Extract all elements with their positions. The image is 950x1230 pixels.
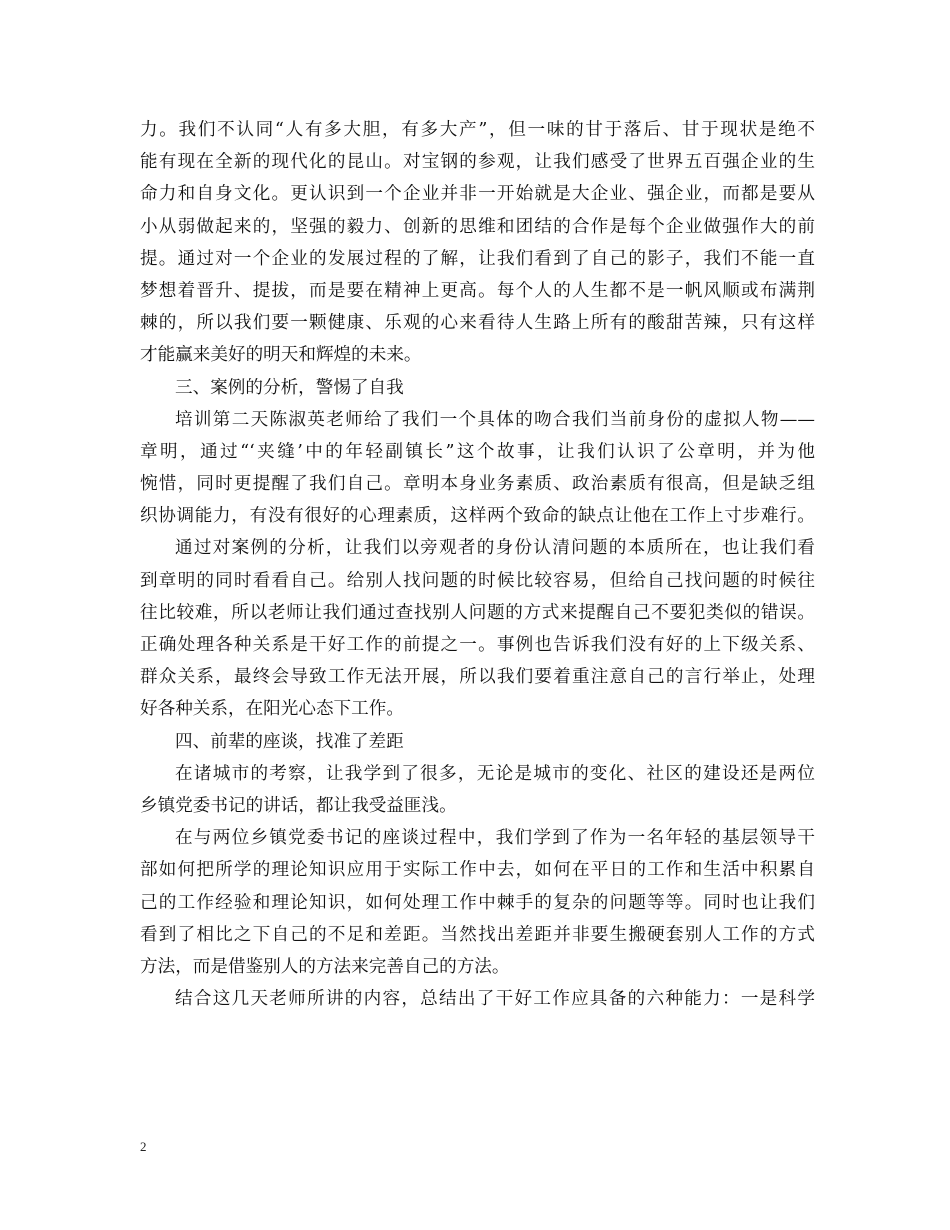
page-number: 2 <box>140 1139 147 1154</box>
text-line: 织协调能力，有没有很好的心理素质，这样两个致命的缺点让他在工作上寸步难行。 <box>140 506 815 527</box>
text-line: 好各种关系，在阳光心态下工作。 <box>140 699 404 720</box>
text-line: 看到了相比之下自己的不足和差距。当然找出差距并非要生搬硬套别人工作的方式 <box>140 924 815 945</box>
text-line: 力。我们不认同“人有多大胆，有多大产”，但一味的甘于落后、甘于现状是绝不 <box>140 120 815 140</box>
text-line: 惋惜，同时更提醒了我们自己。章明本身业务素质、政治素质有很高，但是缺乏组 <box>140 474 815 495</box>
text-line: 乡镇党委书记的讲话，都让我受益匪浅。 <box>140 795 457 816</box>
text-line: 才能赢来美好的明天和辉煌的未来。 <box>140 345 422 366</box>
text-line: 己的工作经验和理论知识，如何处理工作中棘手的复杂的问题等等。同时也让我们 <box>140 892 815 913</box>
text-line: 群众关系，最终会导致工作无法开展，所以我们要着重注意自己的言行举止，处理 <box>140 667 815 688</box>
paragraph-start-line: 三、案例的分析，警惕了自我 <box>175 377 404 398</box>
text-line: 到章明的同时看看自己。给别人找问题的时候比较容易，但给自己找问题的时候往 <box>140 570 815 591</box>
paragraph-start-line: 四、前辈的座谈，找准了差距 <box>175 731 404 752</box>
text-line: 往比较难，所以老师让我们通过查找别人问题的方式来提醒自己不要犯类似的错误。 <box>140 602 815 623</box>
paragraph-start-line: 培训第二天陈淑英老师给了我们一个具体的吻合我们当前身份的虚拟人物—— <box>175 409 815 430</box>
document-body <box>140 114 815 1015</box>
text-line: 梦想着晋升、提拔，而是要在精神上更高。每个人的人生都不是一帆风顺或布满荆 <box>140 280 815 301</box>
text-line: 小从弱做起来的，坚强的毅力、创新的思维和团结的合作是每个企业做强作大的前 <box>140 216 815 237</box>
text-line: 部如何把所学的理论知识应用于实际工作中去，如何在平日的工作和生活中积累自 <box>140 860 815 881</box>
paragraph-start-line: 通过对案例的分析，让我们以旁观者的身份认清问题的本质所在，也让我们看 <box>175 538 815 559</box>
text-line: 棘的，所以我们要一颗健康、乐观的心来看待人生路上所有的酸甜苦辣，只有这样 <box>140 313 815 334</box>
text-line: 提。通过对一个企业的发展过程的了解，让我们看到了自己的影子，我们不能一直 <box>140 248 815 269</box>
paragraph-start-line: 在诸城市的考察，让我学到了很多，无论是城市的变化、社区的建设还是两位 <box>175 763 815 784</box>
text-line: 章明，通过“‘夹缝’中的年轻副镇长”这个故事，让我们认识了公章明，并为他 <box>140 441 815 462</box>
text-line: 能有现在全新的现代化的昆山。对宝钢的参观，让我们感受了世界五百强企业的生 <box>140 152 815 173</box>
paragraph-start-line: 在与两位乡镇党委书记的座谈过程中，我们学到了作为一名年轻的基层领导干 <box>175 828 815 849</box>
text-line: 方法，而是借鉴别人的方法来完善自己的方法。 <box>140 956 510 977</box>
paragraph-start-line: 结合这几天老师所讲的内容，总结出了干好工作应具备的六种能力：一是科学 <box>175 989 815 1010</box>
text-line: 正确处理各种关系是干好工作的前提之一。事例也告诉我们没有好的上下级关系、 <box>140 635 815 655</box>
text-line: 命力和自身文化。更认识到一个企业并非一开始就是大企业、强企业，而都是要从 <box>140 184 815 205</box>
